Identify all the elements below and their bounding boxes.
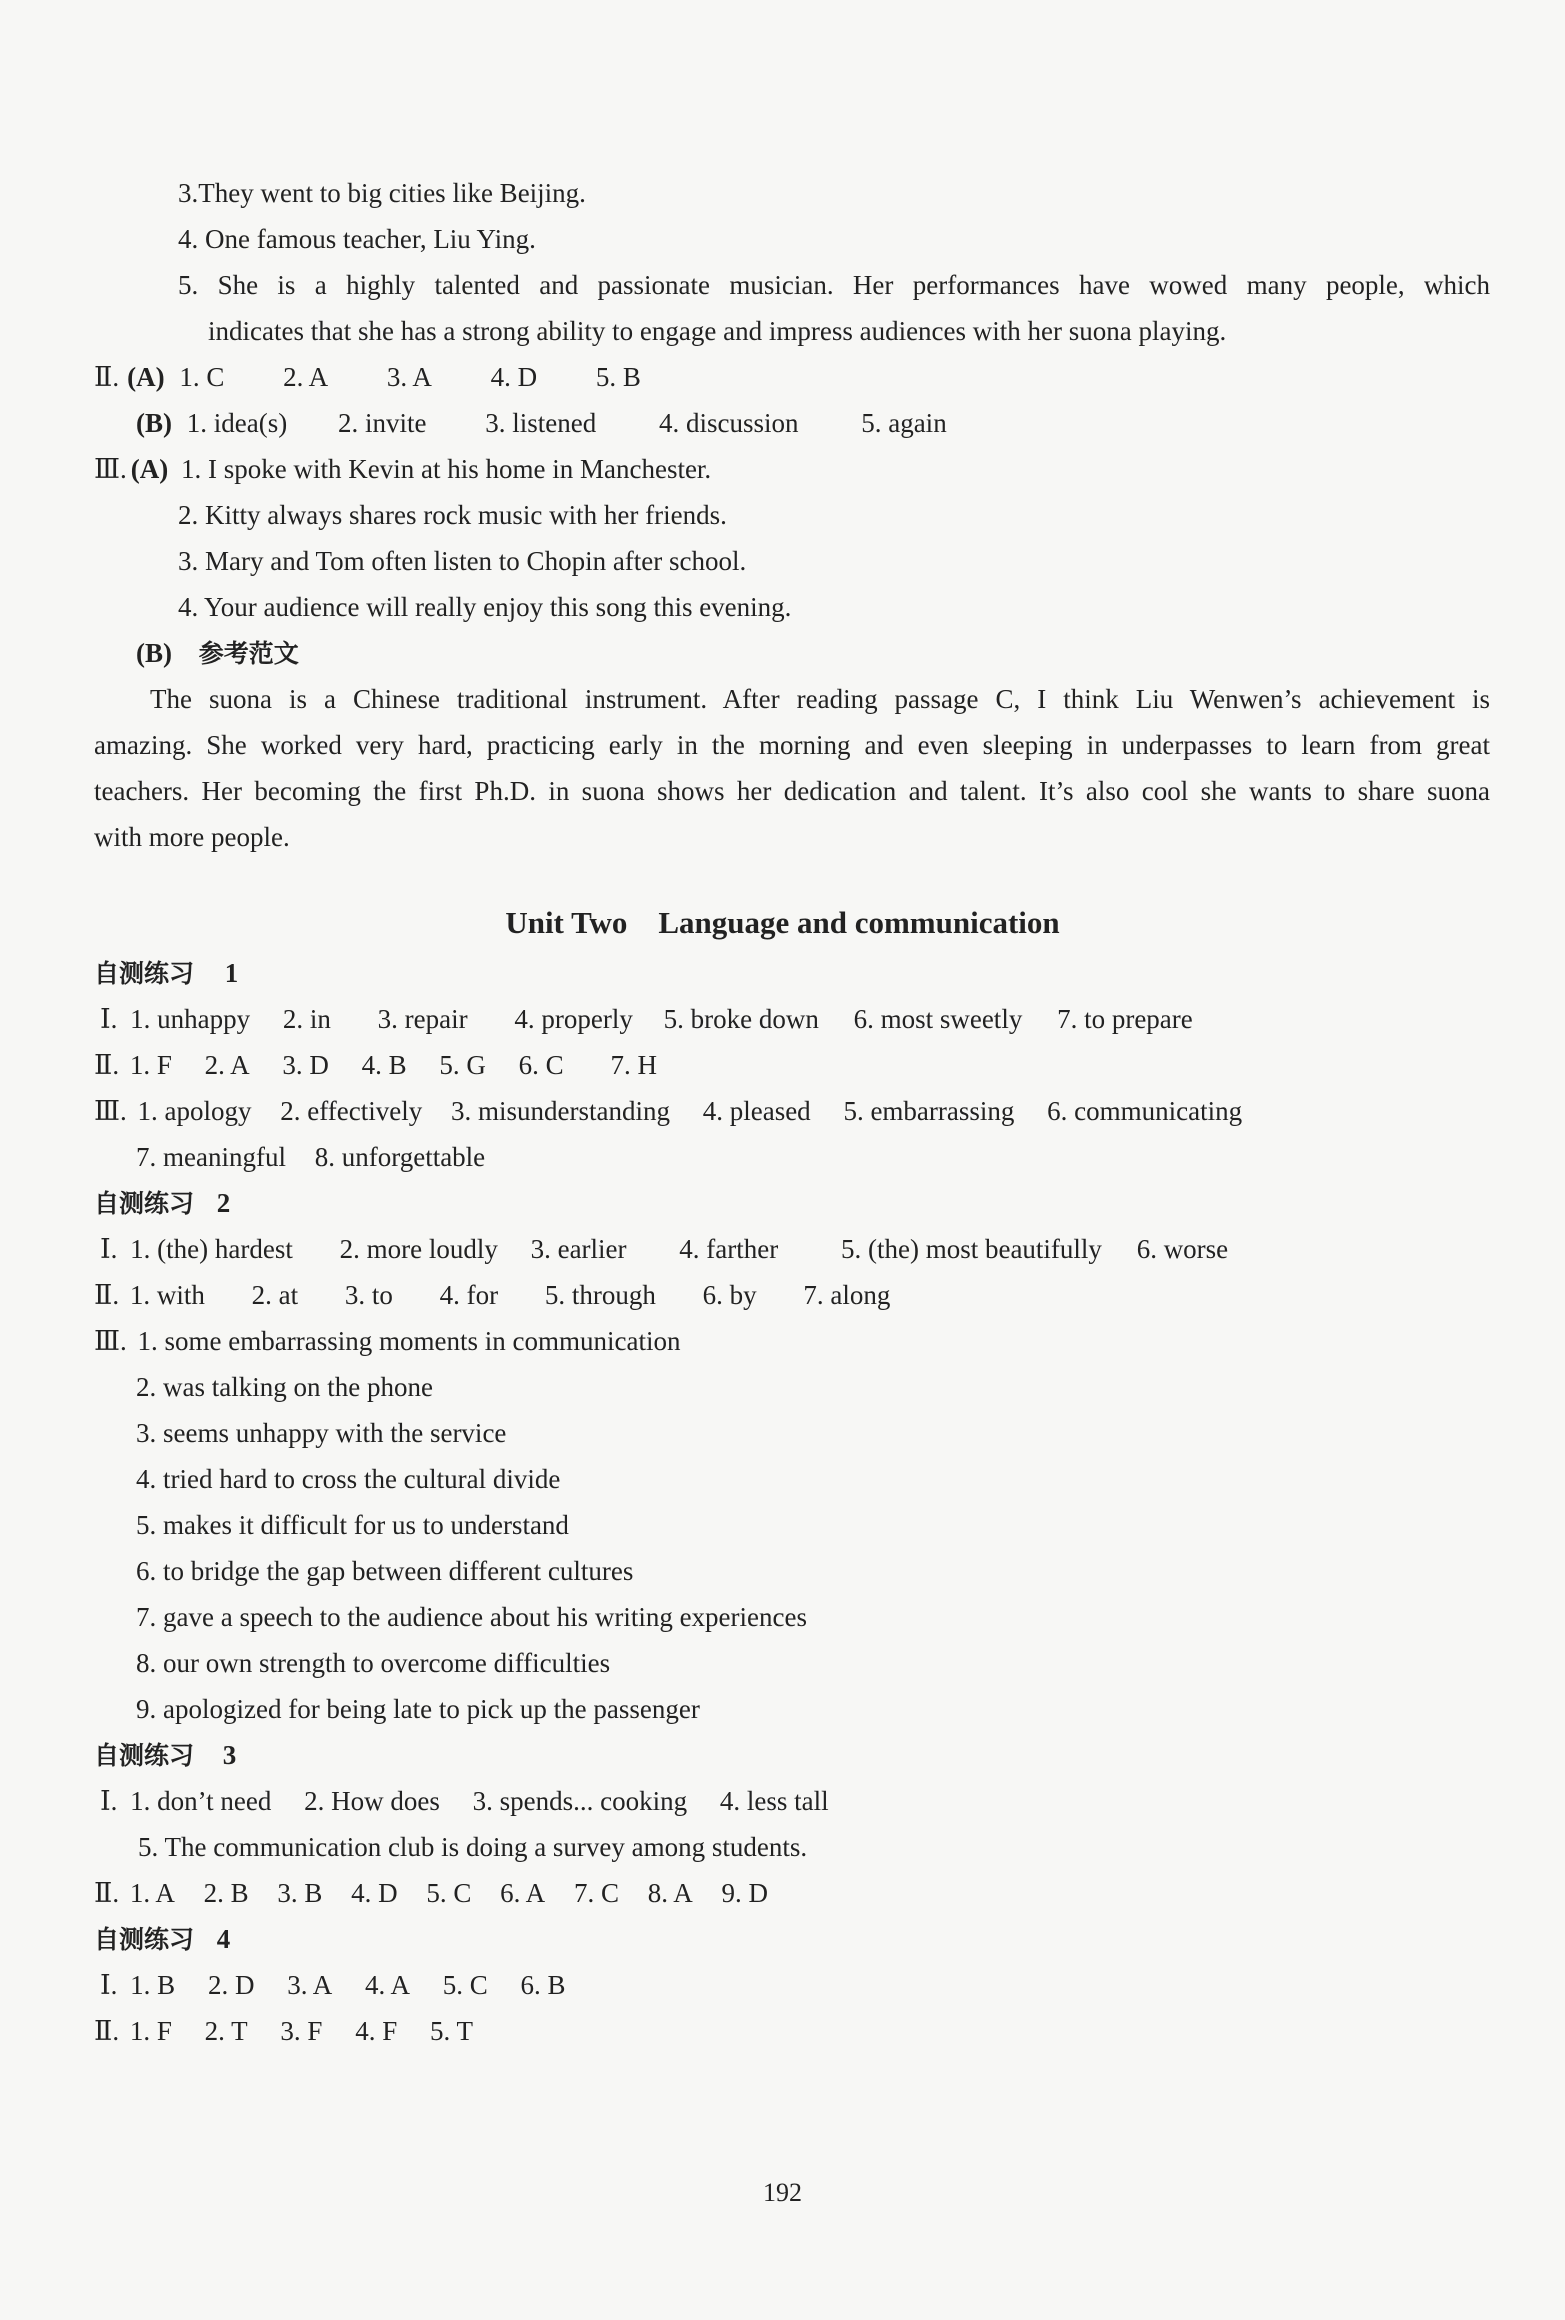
answer-line: 2. was talking on the phone [136, 1372, 433, 1402]
answer-item: 6. C [518, 1050, 564, 1080]
answer-item: 3. spends... cooking [472, 1786, 688, 1816]
answer-item: 3. to [344, 1280, 393, 1310]
answer-line: 8. our own strength to overcome difficulties [136, 1648, 611, 1678]
answer-item: 9. D [721, 1878, 768, 1908]
answer-item: 1. apology [137, 1096, 252, 1126]
exercise-1-part-1 [100, 1002, 1193, 1036]
subpart-label: (B) [136, 638, 172, 668]
answer-line: 6. to bridge the gap between different cultures [136, 1556, 634, 1586]
answer-item: 5. G [439, 1050, 486, 1080]
answer-item: 2. effectively [280, 1096, 423, 1126]
answer-item: 4. B [361, 1050, 407, 1080]
exercise-1-part-2 [94, 1048, 657, 1082]
roman-numeral-label: Ⅲ. [94, 1326, 127, 1356]
roman-numeral-label: Ⅰ. [100, 1970, 118, 2000]
exercise-1-part-3 [94, 1094, 1242, 1128]
roman-numeral-label: Ⅱ. [94, 1878, 120, 1908]
subpart-label: (A) [127, 362, 165, 392]
exercise-header [94, 1186, 230, 1221]
answer-item: 3. A [287, 1970, 333, 2000]
exercise-header-label: 自测练习 [94, 1925, 195, 1954]
answer-item: 5. C [426, 1878, 472, 1908]
answer-item: 2. T [204, 2016, 248, 2046]
answer-line: 5. The communication club is doing a survey among students. [138, 1832, 808, 1862]
answer-item: 4. farther [679, 1234, 779, 1264]
exercise-2-part-3 [94, 1324, 680, 1358]
exercise-header [94, 956, 238, 991]
answer-item: 6. worse [1136, 1234, 1229, 1264]
answer-item: 4. D [490, 362, 538, 392]
answer-item: 1. I spoke with Kevin at his home in Manchester. [181, 454, 712, 484]
answer-item: 4. D [351, 1878, 398, 1908]
answer-item: 5. through [544, 1280, 656, 1310]
answer-item: 8. A [647, 1878, 693, 1908]
answer-item: 3. F [280, 2016, 323, 2046]
answer-item: 1. A [129, 1878, 175, 1908]
answer-item: 5. embarrassing [843, 1096, 1015, 1126]
exercise-1-part-3-cont [136, 1140, 485, 1174]
answer-item: 7. meaningful [136, 1142, 286, 1172]
roman-numeral-label: Ⅰ. [100, 1786, 118, 1816]
essay-line: with more people. [94, 822, 290, 852]
answer-item: 1. F [129, 1050, 172, 1080]
answer-item: 4. pleased [702, 1096, 811, 1126]
essay-line: teachers. Her becoming the first Ph.D. in suona shows her dedication and talent. It’s also cool she wants to share suona [94, 776, 1490, 806]
part-3b-heading [136, 636, 299, 671]
roman-numeral-label: Ⅲ. [94, 1096, 127, 1126]
answer-item: 6. most sweetly [853, 1004, 1023, 1034]
answer-item: 3. A [386, 362, 432, 392]
answer-line: 5. She is a highly talented and passionate musician. Her performances have wowed many people, which [178, 270, 1490, 300]
answer-line: 9. apologized for being late to pick up the passenger [136, 1694, 700, 1724]
answer-item: 1. with [129, 1280, 205, 1310]
answer-item: 8. unforgettable [314, 1142, 486, 1172]
answer-item: 6. B [520, 1970, 566, 2000]
roman-numeral-label: Ⅱ. [94, 2016, 120, 2046]
part-2a-answers [94, 360, 641, 394]
part-3a-answers [94, 452, 711, 486]
answer-item: 4. less tall [719, 1786, 829, 1816]
exercise-header [94, 1922, 230, 1957]
exercise-4-part-1 [100, 1968, 566, 2002]
answer-item: 4. discussion [658, 408, 799, 438]
sample-essay-title: 参考范文 [198, 639, 299, 668]
answer-item: 5. again [861, 408, 947, 438]
answer-item: 2. in [282, 1004, 331, 1034]
answer-item: 2. more loudly [339, 1234, 498, 1264]
answer-line: 2. Kitty always shares rock music with her friends. [178, 500, 727, 530]
answer-item: 4. F [355, 2016, 398, 2046]
answer-item: 6. A [500, 1878, 546, 1908]
answer-item: 1. idea(s) [186, 408, 288, 438]
answer-item: 7. to prepare [1057, 1004, 1193, 1034]
answer-item: 4. for [439, 1280, 499, 1310]
answer-item: 4. properly [514, 1004, 633, 1034]
answer-item: 5. C [442, 1970, 488, 2000]
answer-item: 3. misunderstanding [450, 1096, 670, 1126]
page-number: 192 [763, 2178, 802, 2207]
exercise-header-label: 自测练习 [94, 1741, 195, 1770]
roman-numeral-label: Ⅱ. [94, 362, 120, 392]
roman-numeral-label: Ⅲ. [94, 454, 127, 484]
roman-numeral-label: Ⅰ. [100, 1234, 118, 1264]
essay-line: The suona is a Chinese traditional instrument. After reading passage C, I think Liu Wenwen’s achievement is [150, 684, 1490, 714]
answer-item: 7. H [610, 1050, 657, 1080]
answer-item: 5. T [429, 2016, 473, 2046]
roman-numeral-label: Ⅰ. [100, 1004, 118, 1034]
exercise-header-label: 自测练习 [94, 1189, 195, 1218]
answer-item: 6. by [702, 1280, 757, 1310]
answer-item: 1. unhappy [130, 1004, 251, 1034]
answer-item: 2. A [204, 1050, 250, 1080]
answer-line: 4. One famous teacher, Liu Ying. [178, 224, 536, 254]
answer-item: 1. C [179, 362, 225, 392]
answer-line: 7. gave a speech to the audience about his writing experiences [136, 1602, 807, 1632]
answer-item: 1. don’t need [130, 1786, 272, 1816]
unit-title: Unit Two Language and communication [505, 905, 1060, 940]
exercise-number: 2 [216, 1188, 231, 1218]
exercise-2-part-1 [100, 1232, 1228, 1266]
answer-item: 5. (the) most beautifully [840, 1234, 1102, 1264]
answer-item: 2. A [283, 362, 329, 392]
answer-item: 1. F [129, 2016, 172, 2046]
answer-item: 2. at [251, 1280, 299, 1310]
exercise-number: 3 [222, 1740, 237, 1770]
answer-item: 3. listened [485, 408, 597, 438]
exercise-header [94, 1738, 236, 1773]
exercise-4-part-2 [94, 2014, 473, 2048]
answer-item: 2. B [203, 1878, 249, 1908]
answer-item: 3. repair [377, 1004, 468, 1034]
exercise-3-part-2 [94, 1876, 768, 1910]
answer-item: 6. communicating [1047, 1096, 1243, 1126]
answer-line: 3. Mary and Tom often listen to Chopin after school. [178, 546, 747, 576]
answer-item: 3. earlier [530, 1234, 627, 1264]
answer-item: 3. D [282, 1050, 329, 1080]
exercise-2-part-2 [94, 1278, 890, 1312]
answer-item: 2. How does [304, 1786, 440, 1816]
answer-item: 4. A [364, 1970, 410, 2000]
roman-numeral-label: Ⅱ. [94, 1280, 120, 1310]
answer-item: 2. D [207, 1970, 255, 2000]
answer-item: 1. (the) hardest [130, 1234, 293, 1264]
exercise-3-part-1 [100, 1784, 829, 1818]
answer-line: 5. makes it difficult for us to understand [136, 1510, 569, 1540]
answer-item: 7. along [803, 1280, 891, 1310]
answer-item: 1. some embarrassing moments in communication [137, 1326, 681, 1356]
answer-item: 7. C [573, 1878, 619, 1908]
answer-item: 2. invite [337, 408, 427, 438]
answer-item: 1. B [130, 1970, 176, 2000]
essay-line: amazing. She worked very hard, practicing early in the morning and even sleeping in underpasses to learn from great [94, 730, 1490, 760]
answer-item: 5. broke down [663, 1004, 819, 1034]
exercise-header-label: 自测练习 [94, 959, 195, 988]
answer-line: 4. Your audience will really enjoy this song this evening. [178, 592, 792, 622]
roman-numeral-label: Ⅱ. [94, 1050, 120, 1080]
exercise-number: 4 [216, 1924, 231, 1954]
answer-line: 3.They went to big cities like Beijing. [178, 178, 586, 208]
answer-line: 4. tried hard to cross the cultural divide [136, 1464, 561, 1494]
exercise-number: 1 [224, 958, 239, 988]
subpart-label: (A) [130, 454, 169, 484]
answer-line: 3. seems unhappy with the service [136, 1418, 507, 1448]
answer-item: 3. B [277, 1878, 323, 1908]
answer-line: indicates that she has a strong ability to engage and impress audiences with her suona playing. [208, 316, 1227, 346]
part-2b-answers [136, 406, 947, 440]
subpart-label: (B) [136, 408, 172, 438]
answer-item: 5. B [595, 362, 641, 392]
